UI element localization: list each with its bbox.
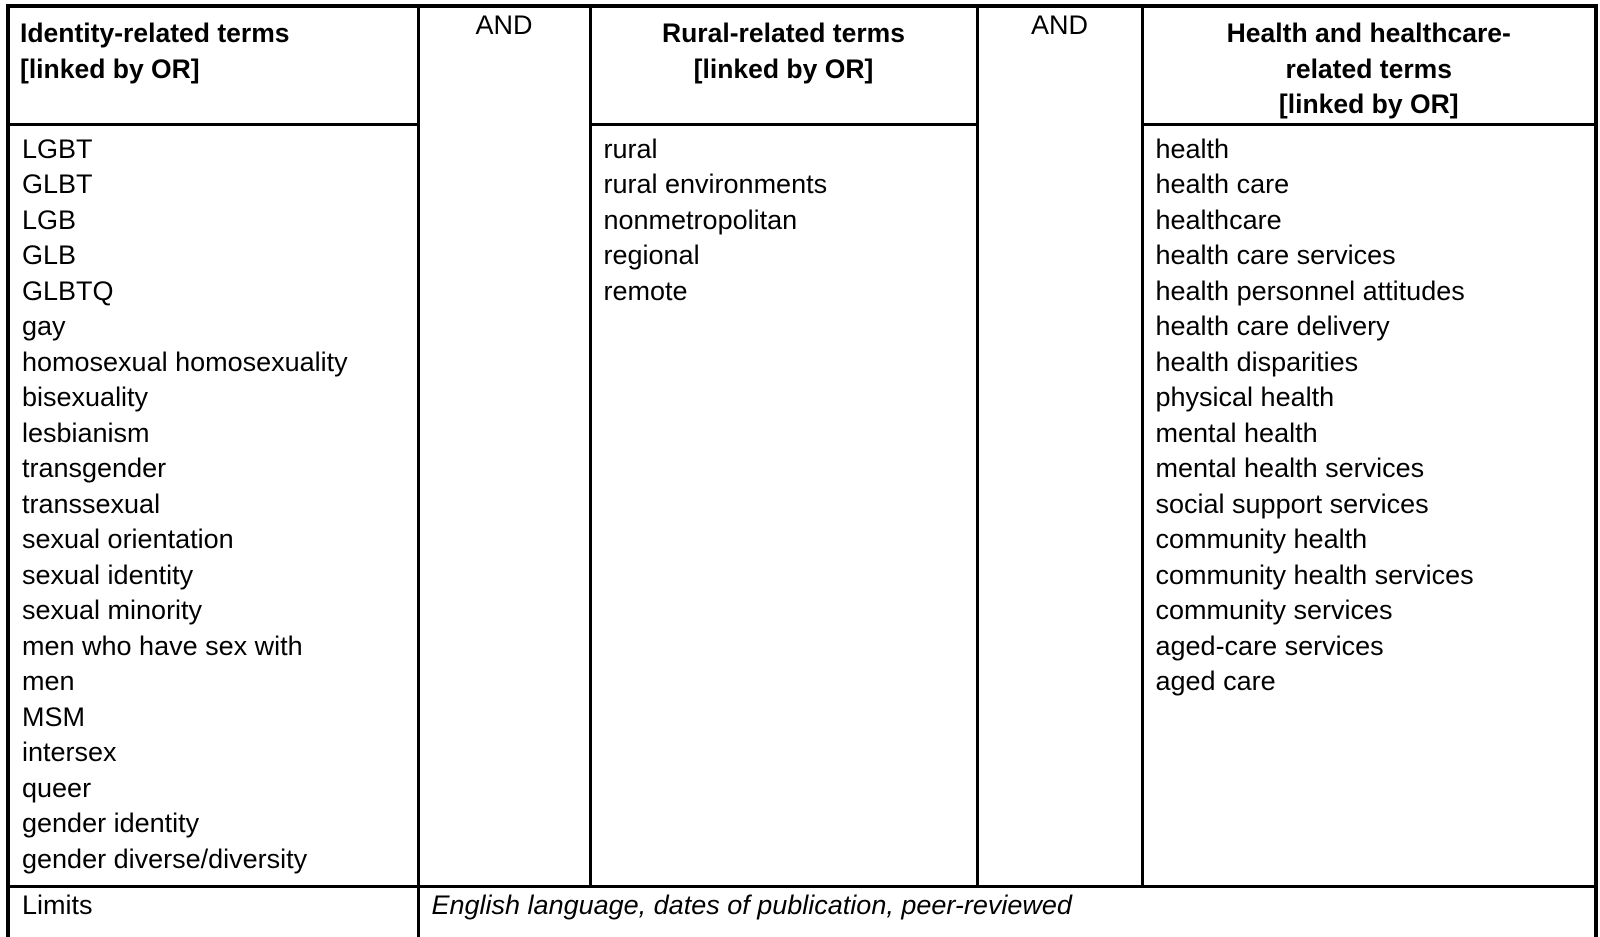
term-item: GLBT [22,169,93,199]
term-item: transgender [22,453,167,483]
term-item: community services [1155,595,1393,625]
term-item: GLBTQ [22,275,114,306]
header-rural-line1: Rural-related terms [661,18,905,48]
limits-label-cell [8,887,418,937]
term-item: aged-care services [1155,630,1384,661]
term-item: transsexual [22,488,161,519]
term-item: bisexuality [22,382,149,412]
term-item: sexual identity [22,559,194,590]
term-item: queer [22,772,92,803]
term-item: MSM [22,701,85,732]
term-item: rural environments [603,169,828,199]
table-header-row [8,6,1596,124]
connector-label-and-1: AND [475,10,533,40]
term-item: men [22,666,75,696]
term-item: healthcare [1155,204,1282,235]
term-item: GLB [22,240,77,270]
limits-value: English language, dates of publication, peer-reviewed [431,890,1072,920]
term-item: mental health [1155,417,1318,448]
term-item: men who have sex with [22,630,303,661]
header-health-line1: Health and healthcare- [1226,18,1511,48]
term-item: gay [22,311,66,341]
term-item: intersex [22,737,117,767]
term-item: health personnel attitudes [1155,275,1465,306]
header-health-line2: related terms [1285,53,1452,84]
header-identity-line1: Identity-related terms [20,18,290,48]
header-health-line3: [linked by OR] [1278,89,1459,119]
term-item: sexual orientation [22,524,234,554]
term-item: LGB [22,204,77,235]
term-item: health care services [1155,240,1396,270]
term-item: gender diverse/diversity [22,843,308,874]
table-terms-row [8,124,1596,887]
terms-list-identity [10,126,417,886]
term-item: aged care [1155,666,1276,696]
limits-label: Limits [22,890,93,920]
terms-cell-identity [8,124,418,887]
term-item: rural [603,133,658,164]
header-identity-line2: [linked by OR] [20,53,200,84]
term-item: lesbianism [22,417,150,448]
term-item: gender identity [22,808,200,838]
term-item: nonmetropolitan [603,204,798,235]
connector-cell-and-1 [418,6,590,887]
search-strategy-table [6,4,1598,937]
term-item: remote [603,275,688,306]
terms-cell-health [1142,124,1596,887]
header-cell-health [1142,6,1596,124]
term-item: mental health services [1155,453,1425,483]
term-item: sexual minority [22,595,203,625]
connector-cell-and-2 [977,6,1142,887]
term-item: health disparities [1155,346,1359,377]
connector-label-and-2: AND [1030,10,1088,40]
term-item: social support services [1155,488,1429,519]
term-item: health care delivery [1155,311,1390,341]
term-item: health care [1155,169,1290,199]
terms-cell-rural [590,124,977,887]
header-cell-rural [590,6,977,124]
term-item: physical health [1155,382,1335,412]
term-item: homosexual homosexuality [22,346,348,377]
term-item: health [1155,133,1230,164]
table-limits-row [8,887,1596,937]
term-item: community health services [1155,559,1474,590]
limits-value-cell [418,887,1596,937]
term-item: community health [1155,524,1368,554]
term-item: regional [603,240,700,270]
terms-list-health [1144,126,1595,708]
terms-list-rural [592,126,976,318]
term-item: LGBT [22,133,93,164]
header-rural-line2: [linked by OR] [693,53,874,84]
header-cell-identity [8,6,418,124]
